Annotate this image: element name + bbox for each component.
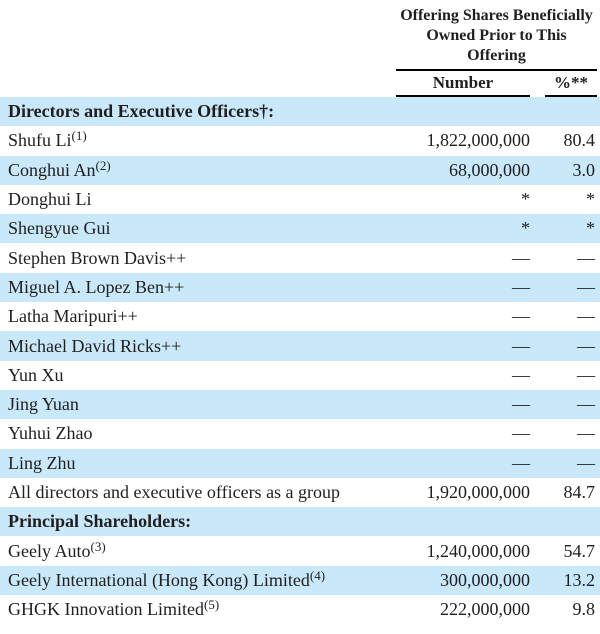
table-row xyxy=(0,595,600,624)
footnote-ref: (5) xyxy=(203,599,220,613)
column-header-number: Number xyxy=(396,73,530,97)
shares-number: 1,822,000,000 xyxy=(426,130,530,151)
ownership-percent: — xyxy=(577,306,595,327)
table-header xyxy=(0,0,600,97)
footnote-ref: (4) xyxy=(309,569,326,583)
ownership-percent: * xyxy=(586,218,595,239)
table-row xyxy=(0,331,600,360)
shares-number: 222,000,000 xyxy=(440,599,530,620)
shareholder-name: Shufu Li xyxy=(8,130,72,151)
shares-number: * xyxy=(521,218,530,239)
table-body xyxy=(0,97,600,624)
shares-number: — xyxy=(512,394,530,415)
column-group-header-line: Offering Shares Beneficially xyxy=(400,7,593,24)
ownership-percent: — xyxy=(577,364,595,385)
section-title: Directors and Executive Officers†: xyxy=(8,101,275,122)
shareholder-name: Yuhui Zhao xyxy=(8,423,93,444)
shares-number: — xyxy=(512,335,530,356)
table-row xyxy=(0,214,600,243)
table-row xyxy=(0,390,600,419)
shareholder-name: Geely International (Hong Kong) Limited xyxy=(8,569,310,590)
shares-number: — xyxy=(512,423,530,444)
shareholder-name: Stephen Brown Davis++ xyxy=(8,247,187,268)
table-row xyxy=(0,302,600,331)
column-group-header xyxy=(396,6,597,71)
column-group-header-line: Owned Prior to This xyxy=(426,27,567,44)
ownership-percent: 13.2 xyxy=(563,569,595,590)
ownership-percent: 3.0 xyxy=(572,159,595,180)
section-header-row xyxy=(0,97,600,126)
column-group-header-line: Offering xyxy=(467,47,526,64)
table-row xyxy=(0,185,600,214)
footnote-ref: (3) xyxy=(90,540,106,554)
table-row xyxy=(0,156,600,185)
ownership-percent: — xyxy=(577,394,595,415)
table-row xyxy=(0,361,600,390)
shareholder-name: Jing Yuan xyxy=(8,394,79,415)
shares-number: — xyxy=(512,364,530,385)
shareholder-name: Latha Maripuri++ xyxy=(8,306,138,327)
shares-number: — xyxy=(512,306,530,327)
shareholder-name: Shengyue Gui xyxy=(8,218,111,239)
shareholder-name: GHGK Innovation Limited xyxy=(8,599,204,620)
section-title: Principal Shareholders: xyxy=(8,511,192,532)
shares-number: — xyxy=(512,452,530,473)
column-header-percent: %** xyxy=(545,73,597,97)
shares-number: — xyxy=(512,247,530,268)
shares-number: * xyxy=(521,189,530,210)
shares-number: — xyxy=(512,276,530,297)
ownership-percent: 80.4 xyxy=(563,130,595,151)
ownership-percent: 84.7 xyxy=(563,482,595,502)
table-row xyxy=(0,419,600,448)
shareholder-name: Conghui An xyxy=(8,159,96,180)
shareholder-name: Miguel A. Lopez Ben++ xyxy=(8,276,185,297)
shareholder-name: Ling Zhu xyxy=(8,452,76,473)
ownership-percent: — xyxy=(577,335,595,356)
table-row xyxy=(0,566,600,595)
footnote-ref: (2) xyxy=(95,159,111,173)
ownership-percent: — xyxy=(577,276,595,297)
ownership-percent: — xyxy=(577,247,595,268)
ownership-percent: — xyxy=(577,452,595,473)
table-row xyxy=(0,536,600,565)
shares-number: 300,000,000 xyxy=(440,569,530,590)
shareholder-name: All directors and executive officers as a group xyxy=(8,482,341,502)
ownership-percent: * xyxy=(586,189,595,210)
shares-number: 68,000,000 xyxy=(449,159,530,180)
table-row xyxy=(0,449,600,478)
footnote-ref: (1) xyxy=(71,130,87,144)
shares-number: 1,240,000,000 xyxy=(426,540,530,561)
shareholder-name: Geely Auto xyxy=(8,540,91,561)
shares-number: 1,920,000,000 xyxy=(426,482,530,502)
table-row xyxy=(0,126,600,155)
table-row xyxy=(0,478,600,507)
ownership-percent: 54.7 xyxy=(563,540,595,561)
table-row xyxy=(0,243,600,272)
section-header-row xyxy=(0,507,600,536)
ownership-percent: 9.8 xyxy=(572,599,595,620)
table-row xyxy=(0,273,600,302)
ownership-percent: — xyxy=(577,423,595,444)
shareholder-name: Donghui Li xyxy=(8,189,92,210)
shareholder-name: Yun Xu xyxy=(8,364,64,385)
shareholder-name: Michael David Ricks++ xyxy=(8,335,182,356)
